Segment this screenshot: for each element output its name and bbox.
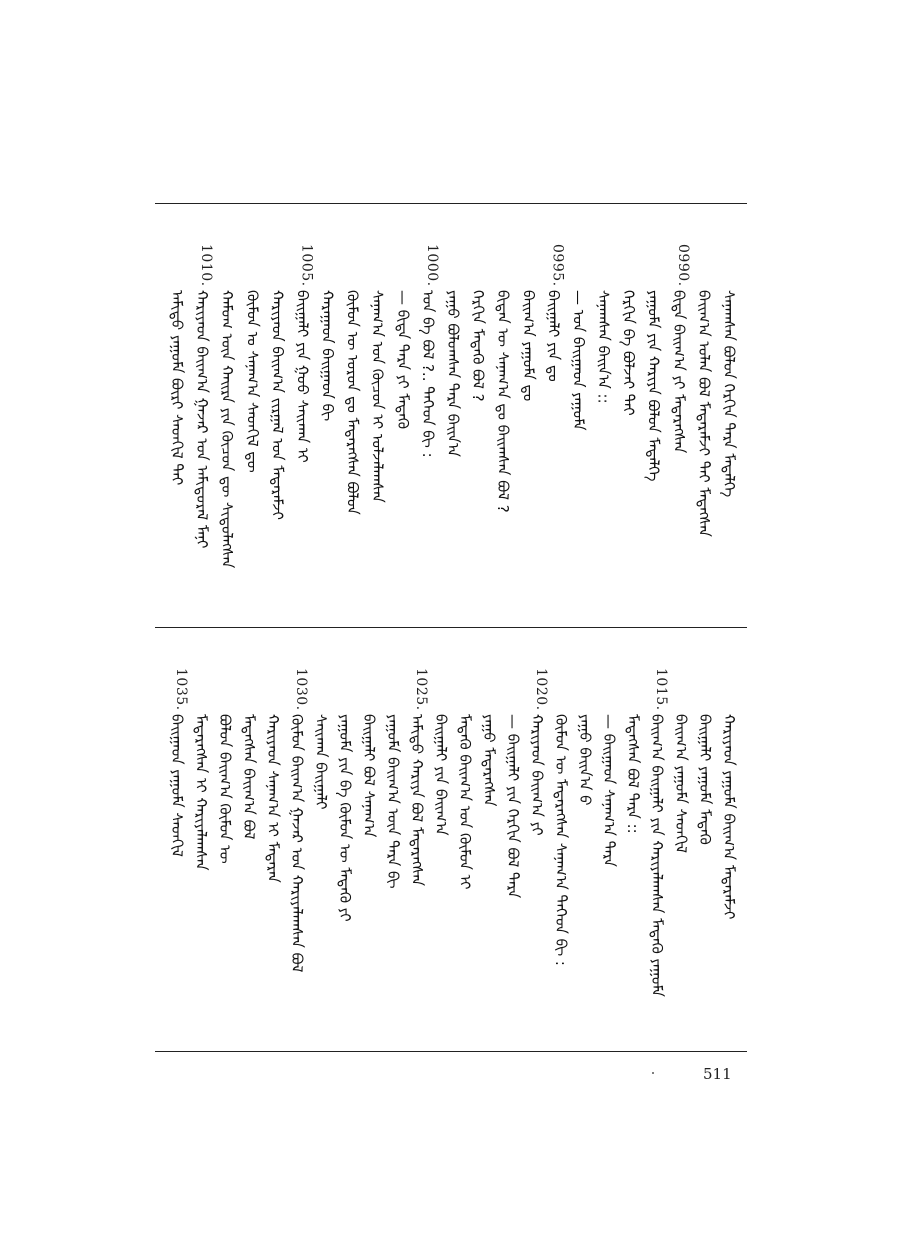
line-number: 1015. bbox=[653, 668, 669, 711]
page-number: 511 bbox=[703, 1065, 732, 1083]
verse-line: — ᠪᠠᠢᠭᠠᠳ ᠰᠠᠨᠠᠭ᠎ᠠ ᠲᠡᠷᠡ bbox=[600, 714, 618, 867]
text-column bbox=[389, 204, 417, 627]
bottom-rule bbox=[155, 1051, 747, 1052]
verse-line: ᠶᠠᠭᠤᠮᠠ ᠶᠢᠨ ᠪᠠ ᠬᠦᠮᠦᠨ ᠦ ᠮᠡᠳᠡᠬᠦ ᠶᠢ bbox=[336, 714, 354, 922]
line-number: 1025. bbox=[413, 668, 429, 711]
lower-text-block bbox=[155, 628, 747, 1051]
verse-line: ᠮᠡᠳᠡᠬᠦ ᠪᠠᠢᠭ᠎ᠠ ᠤᠨ ᠬᠦᠮᠦᠨ ᠢ bbox=[456, 714, 474, 890]
verse-line: ᠶᠠᠭᠤ ᠪᠠᠢᠨ᠎ᠠ ᠪ bbox=[576, 714, 594, 806]
verse-line: ᠪᠠᠢᠭᠠᠯᠢ ᠶᠠᠭᠤᠮᠠ ᠮᠡᠳᠡᠬᠦ bbox=[696, 714, 714, 845]
verse-line: ᠮᠡᠳᠡᠷᠡᠭᠰᠡᠨ ᠢ ᠬᠠᠷᠢᠶᠠᠯᠠᠭᠰᠠᠨ bbox=[192, 714, 210, 871]
verse-line: ᠰᠠᠢᠬᠠᠨ ᠪᠠᠢᠭᠠᠯᠢ bbox=[312, 714, 330, 810]
text-column bbox=[539, 204, 567, 627]
verse-line: ᠤᠨ ᠪᠠ ᠪᠣᠯ ?.. ᠲᠡᠭᠡᠳ ᠪᠢ : bbox=[418, 290, 437, 458]
text-column bbox=[238, 204, 266, 627]
verse-line: — ᠤᠨ ᠪᠠᠢᠭᠠᠳ ᠶᠠᠭᠤᠮᠠ bbox=[569, 290, 588, 431]
verse-line: ᠰᠠᠨᠠᠭ᠎ᠠ ᠤᠨ ᠬᠦᠴᠦᠨ ᠢ ᠣᠯᠵᠠᠯᠠᠭᠰᠠᠨ bbox=[368, 290, 387, 503]
verse-line: ᠶᠠᠭᠤᠮᠠ ᠶᠢᠨ ᠬᠠᠷᠢᠶᠠ ᠪᠣᠯᠤᠨ ᠮᠡᠳᠡᠯᠭᠡ bbox=[644, 290, 663, 482]
text-column bbox=[690, 204, 718, 627]
verse-line: ᠪᠠᠢᠭ᠎ᠠ ᠶᠠᠭᠤᠮᠠ ᠳᠤ bbox=[519, 290, 538, 402]
verse-line: ᠬᠡᠷᠬᠢᠨ ᠪᠠ ᠪᠣᠯᠵᠠᠢ ᠲᠡᠢ bbox=[619, 290, 638, 416]
verse-line: — ᠪᠢᠳᠡ ᠲᠡᠷᠡ ᠶᠢ ᠮᠡᠳᠡᠬᠦ bbox=[393, 290, 412, 430]
verse-line: ᠪᠠᠢᠭᠠᠯᠢ ᠶᠢᠨ ᠭᠣᠣ ᠰᠠᠢᠬᠠᠨ ᠢ bbox=[293, 290, 312, 463]
line-number: 1020. bbox=[533, 668, 549, 711]
verse-line: ᠬᠠᠮᠤᠭ ᠦᠨ ᠬᠠᠢᠷᠠ ᠶᠢᠨ ᠬᠦᠴᠦᠨ ᠳᠦ ᠰᠢᠳᠦᠯᠡᠭᠰᠡᠨ bbox=[218, 290, 237, 569]
verse-line: ᠪᠣᠯᠤᠨ ᠪᠠᠢᠭ᠎ᠠ ᠬᠦᠮᠦᠨ ᠦ bbox=[216, 714, 234, 864]
text-column bbox=[665, 204, 693, 627]
verse-line: ᠬᠦᠮᠦᠨ ᠦ ᠤᠷᠤᠨ ᠳᠤ ᠮᠡᠳᠡᠷᠡᠭᠰᠡᠨ ᠪᠣᠯᠤᠨ bbox=[343, 290, 362, 515]
text-column bbox=[339, 204, 367, 627]
verse-line: ᠪᠠᠢᠭᠠᠯᠢ ᠶᠢᠨ ᠪᠠᠢᠭ᠎ᠠ bbox=[432, 714, 450, 836]
text-column bbox=[615, 204, 643, 627]
text-column bbox=[263, 204, 291, 627]
verse-line: ᠬᠡᠷᠬᠢᠨ ᠮᠡᠳᠡᠬᠦ ᠪᠣᠯ ? bbox=[469, 290, 488, 402]
verse-line: ᠶᠠᠭᠤᠮᠠ ᠪᠠᠢᠭ᠎ᠠ ᠦᠨ ᠲᠡᠷᠡ ᠪᠢ bbox=[384, 714, 402, 889]
text-column bbox=[314, 204, 342, 627]
verse-line: ᠶᠠᠭᠤ ᠪᠤᠯᠤᠭᠰᠠᠨ ᠲᠡᠷᠡ ᠪᠠᠢᠨ᠎ᠠ bbox=[444, 290, 462, 457]
text-column bbox=[715, 204, 743, 627]
line-number: 1005. bbox=[298, 244, 315, 287]
verse-line: ᠬᠠᠷᠢᠶᠠᠳ ᠪᠠᠢᠭ᠎ᠠ ᠭᠠᠵᠠᠷ ᠤᠨ ᠠᠮᠢᠳᠤᠷᠠᠯ ᠮᠠᠨᠢ bbox=[193, 290, 212, 549]
verse-line: ᠪᠠᠢᠭᠠᠯᠢ ᠶᠢᠨ ᠳᠤ bbox=[544, 290, 563, 382]
verse-line: ᠰᠠᠨᠠᠭᠰᠠᠨ ᠪᠠᠢᠨ᠎ᠠ :: bbox=[594, 290, 613, 404]
verse-line: ᠬᠠᠷᠢᠶᠠᠳ ᠪᠠᠢᠭ᠎ᠠ ᠵᠢᠷᠭᠠᠯ ᠤᠨ ᠮᠡᠳᠡᠷᠡᠮᠵᠢ bbox=[268, 290, 287, 520]
verse-line: ᠪᠠᠢᠭ᠎ᠠ ᠶᠠᠭᠤᠮᠠ ᠰᠡᠳᠬᠢᠯ bbox=[672, 714, 690, 854]
verse-line: ᠪᠢᠳᠡᠨ ᠦ ᠰᠠᠨᠠᠭ᠎ᠠ ᠳᠤ ᠪᠠᠢᠭᠰᠠᠨ ᠪᠣᠯ ? bbox=[494, 290, 513, 513]
text-column bbox=[590, 204, 618, 627]
text-column bbox=[213, 204, 241, 627]
text-column bbox=[464, 204, 492, 627]
text-column bbox=[163, 204, 191, 627]
text-column bbox=[188, 204, 216, 627]
verse-line: ᠪᠠᠢᠭ᠎ᠠ ᠣᠯᠠᠨ ᠪᠣᠯ ᠮᠡᠳᠡᠷᠡᠮᠵᠢ ᠲᠠᠢ ᠮᠡᠳᠡᠭᠰᠡᠨ bbox=[694, 290, 713, 537]
line-number: 1030. bbox=[293, 668, 309, 711]
verse-line: ᠬᠦᠮᠦᠨ ᠦ ᠮᠡᠳᠡᠷᠡᠭᠰᠡᠨ ᠰᠠᠨᠠᠭ᠎ᠠ ᠲᠡᠭᠡᠳ ᠪᠢ : bbox=[552, 714, 570, 966]
verse-line: ᠬᠦᠮᠦᠨ ᠪᠠᠢᠭ᠎ᠠ ᠭᠠᠵᠠᠷ ᠤᠨ ᠬᠠᠷᠢᠶᠠᠯᠠᠭᠰᠠᠨ ᠪᠣᠯ bbox=[288, 714, 306, 973]
verse-line: ᠪᠠᠢᠭᠠᠯᠢ ᠪᠣᠯ ᠰᠠᠨᠠᠭ᠎ᠠ bbox=[360, 714, 378, 838]
verse-line: ᠬᠠᠷᠢᠶᠠᠳ ᠪᠠᠢᠭ᠎ᠠ ᠶᠢ bbox=[528, 714, 546, 836]
verse-line: ᠬᠠᠷᠠᠭᠠᠳ ᠪᠠᠢᠭᠠᠳ ᠪᠢ bbox=[318, 290, 337, 422]
scan-speck bbox=[652, 1072, 654, 1074]
verse-line: ᠰᠠᠨᠠᠭᠰᠠᠨ ᠪᠣᠯᠤᠨ ᠬᠡᠷᠬᠢᠨ ᠲᠡᠷᠡ ᠮᠡᠳᠡᠯᠭᠡ bbox=[720, 290, 738, 498]
text-column bbox=[414, 204, 442, 627]
upper-text-block bbox=[155, 204, 747, 627]
text-column bbox=[439, 204, 467, 627]
line-number: 0990. bbox=[674, 244, 691, 287]
verse-line: ᠮᠡᠳᠡᠭᠰᠡᠨ ᠪᠣᠯ ᠲᠡᠷᠡ :: bbox=[624, 714, 642, 834]
text-column bbox=[288, 204, 316, 627]
text-column bbox=[715, 628, 743, 1051]
text-column bbox=[514, 204, 542, 627]
verse-line: ᠶᠠᠭᠤ ᠮᠡᠳᠡᠷᠡᠭᠰᠡᠨ bbox=[480, 714, 498, 807]
line-number: 1000. bbox=[423, 244, 440, 287]
verse-line: ᠬᠠᠷᠢᠶᠠᠳ ᠰᠠᠨᠠᠭ᠎ᠠ ᠢ ᠮᠡᠳᠡᠷᠡᠨ bbox=[264, 714, 282, 883]
text-column bbox=[364, 204, 392, 627]
line-number: 1035. bbox=[173, 668, 189, 711]
verse-line: ᠠᠮᠢᠳᠤ ᠬᠠᠷᠢᠶᠠ ᠪᠣᠯ ᠮᠡᠳᠡᠷᠡᠭᠰᠡᠨ bbox=[408, 714, 426, 887]
verse-line: ᠪᠢᠳᠡ ᠪᠠᠢᠭ᠎ᠠ ᠶᠢ ᠮᠡᠳᠡᠷᠡᠭᠰᠡᠨ bbox=[669, 290, 688, 454]
text-column bbox=[564, 204, 592, 627]
line-number: 1010. bbox=[198, 244, 215, 287]
verse-line: ᠬᠦᠮᠦᠨ ᠤ ᠰᠠᠨᠠᠭ᠎ᠠ ᠰᠡᠳᠬᠢᠯ ᠳᠦ bbox=[243, 290, 262, 473]
text-column bbox=[489, 204, 517, 627]
text-column bbox=[640, 204, 668, 627]
verse-line: ᠪᠠᠢᠭ᠎ᠠ ᠪᠠᠢᠭᠠᠯᠢ ᠶᠢᠨ ᠬᠠᠷᠢᠶᠠᠯᠠᠭᠰᠠᠨ ᠮᠡᠳᠡᠬᠦ ᠶᠠᠭᠤᠮᠠ bbox=[648, 714, 666, 997]
verse-line: — ᠪᠠᠢᠭᠠᠯᠢ ᠶᠢᠨ ᠬᠡᠷᠬᠢᠨ ᠪᠣᠯ ᠲᠡᠷᠡ bbox=[504, 714, 522, 899]
verse-line: ᠪᠠᠢᠭᠠᠳ ᠶᠠᠭᠤᠮᠠ ᠰᠡᠳᠬᠢᠯ bbox=[168, 714, 186, 857]
verse-line: ᠬᠠᠷᠢᠶᠠᠳ ᠶᠠᠭᠤᠮᠠ ᠪᠠᠢᠭ᠎ᠠ ᠮᠡᠳᠡᠷᠡᠮᠵᠢ bbox=[720, 714, 738, 920]
line-number: 0995. bbox=[549, 244, 566, 287]
verse-line: ᠠᠮᠢᠳᠤ ᠶᠠᠭᠤᠮᠠ ᠪᠦᠷᠢ ᠰᠡᠳᠬᠢᠯ ᠲᠡᠢ bbox=[168, 290, 186, 486]
verse-line: ᠮᠡᠳᠡᠭᠰᠡᠨ ᠪᠠᠢᠭ᠎ᠠ ᠪᠣᠯ bbox=[240, 714, 258, 840]
